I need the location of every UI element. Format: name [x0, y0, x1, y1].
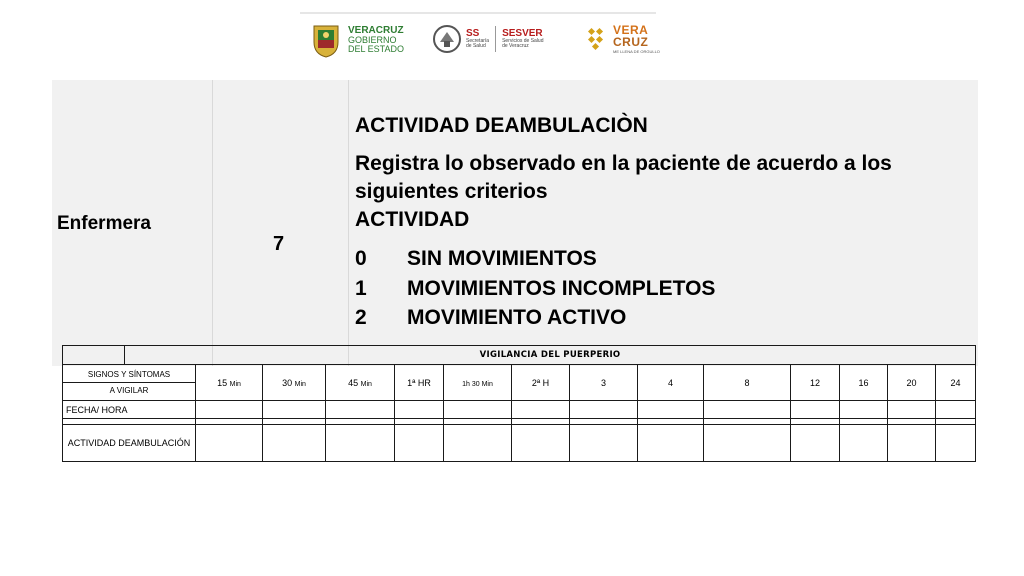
date-cell[interactable] [638, 401, 704, 419]
criteria-item [355, 274, 955, 304]
date-label: FECHA/ HORA [63, 401, 196, 419]
time-cell [704, 365, 791, 401]
time-cell [840, 365, 888, 401]
logo-ss-line1: Secretaría [466, 38, 490, 44]
logo-veracruz-line2: GOBIERNO [348, 35, 397, 45]
table-title: VIGILANCIA DEL PUERPERIO [125, 346, 976, 365]
activity-cell[interactable] [888, 425, 936, 462]
date-cell[interactable] [704, 401, 791, 419]
logo-vc-line2: CRUZ [613, 35, 649, 49]
time-cell [263, 365, 326, 401]
activity-cell[interactable] [395, 425, 444, 462]
criteria-item [355, 244, 955, 274]
logo-ss-abbr: SS [466, 28, 480, 39]
activity-row [63, 425, 976, 462]
date-cell[interactable] [936, 401, 976, 419]
activity-cell[interactable] [326, 425, 395, 462]
column-divider [348, 80, 349, 366]
pattern-icon [588, 27, 610, 51]
date-cell[interactable] [326, 401, 395, 419]
activity-cell[interactable] [512, 425, 570, 462]
date-cell[interactable] [888, 401, 936, 419]
procedure-title: ACTIVIDAD DEAMBULACIÒN [355, 114, 648, 137]
logo-divider [495, 26, 496, 52]
table-cell [63, 346, 125, 365]
role-label: Enfermera [57, 213, 151, 234]
logo-sesver-abbr: SESVER [502, 28, 543, 39]
signs-label: SIGNOS Y SÍNTOMAS [63, 367, 195, 383]
date-cell[interactable] [512, 401, 570, 419]
time-cell [512, 365, 570, 401]
time-main: 20 [906, 377, 917, 388]
activity-label: ACTIVIDAD DEAMBULACIÓN [63, 425, 196, 462]
time-sub: 1h 30 Min [462, 380, 493, 388]
date-cell[interactable] [395, 401, 444, 419]
step-number: 7 [273, 233, 285, 255]
shield-icon [310, 22, 342, 58]
time-cell [444, 365, 512, 401]
activity-cell[interactable] [263, 425, 326, 462]
criteria-text: SIN MOVIMIENTOS [407, 247, 597, 270]
time-main: 8 [744, 377, 750, 388]
date-cell[interactable] [263, 401, 326, 419]
criteria-number: 0 [355, 247, 367, 270]
criteria-text: MOVIMIENTO ACTIVO [407, 306, 627, 329]
time-cell [936, 365, 976, 401]
time-cell [570, 365, 638, 401]
activity-cell[interactable] [638, 425, 704, 462]
ss-sesver-logo [432, 24, 544, 54]
date-row [63, 401, 976, 419]
time-cell [395, 365, 444, 401]
time-main: 15 [217, 377, 228, 388]
time-sub: Min [360, 380, 372, 388]
date-cell[interactable] [791, 401, 840, 419]
date-cell[interactable] [840, 401, 888, 419]
signs-label-2: A VIGILAR [109, 386, 149, 395]
time-main: 3 [600, 377, 606, 388]
criteria-number: 2 [355, 306, 367, 329]
time-main: 4 [667, 377, 673, 388]
signs-label-cell [63, 365, 196, 401]
time-cell [638, 365, 704, 401]
logo-sesver-line2: de Veracruz [502, 43, 529, 49]
logo-veracruz-line3: DEL ESTADO [348, 44, 405, 54]
logo-ss-line2: de Salud [466, 43, 486, 49]
activity-cell[interactable] [196, 425, 263, 462]
time-header-row [63, 365, 976, 401]
logo-sesver-line1: Servicios de Salud [502, 38, 544, 44]
time-main: 24 [950, 377, 961, 388]
criteria-text: MOVIMIENTOS INCOMPLETOS [407, 276, 716, 300]
time-main: 16 [858, 377, 869, 388]
logo-veracruz-line1: VERACRUZ [348, 25, 404, 36]
table-title-row [63, 346, 976, 365]
criteria-number: 1 [355, 276, 367, 300]
procedure-instruction: Registra lo observado en la paciente de acuerdo a los siguientes criterios [355, 152, 892, 203]
eagle-seal-icon [432, 24, 462, 54]
time-cell [888, 365, 936, 401]
logo-vc-line1: VERA [613, 23, 649, 37]
time-main: 2ª H [531, 377, 550, 388]
activity-cell[interactable] [791, 425, 840, 462]
activity-cell[interactable] [570, 425, 638, 462]
time-main: 30 [282, 377, 293, 388]
time-sub: Min [229, 380, 241, 388]
date-cell[interactable] [444, 401, 512, 419]
veracruz-brand-logo [588, 24, 660, 54]
time-main: 12 [809, 377, 820, 388]
time-main: 1ª HR [407, 377, 431, 388]
date-cell[interactable] [196, 401, 263, 419]
time-cell [196, 365, 263, 401]
activity-cell[interactable] [444, 425, 512, 462]
procedure-description [355, 114, 955, 333]
time-cell [326, 365, 395, 401]
criteria-item [355, 303, 955, 333]
column-divider [212, 80, 213, 366]
time-main: 45 [348, 377, 359, 388]
procedure-subtitle: ACTIVIDAD [355, 208, 470, 231]
activity-cell[interactable] [840, 425, 888, 462]
activity-cell[interactable] [704, 425, 791, 462]
time-cell [791, 365, 840, 401]
time-sub: Min [294, 380, 306, 388]
puerperium-monitoring-table [62, 345, 975, 466]
activity-cell[interactable] [936, 425, 976, 462]
date-cell[interactable] [570, 401, 638, 419]
veracruz-government-logo [310, 22, 404, 58]
logo-vc-tagline: ME LLENA DE ORGULLO [613, 49, 660, 54]
